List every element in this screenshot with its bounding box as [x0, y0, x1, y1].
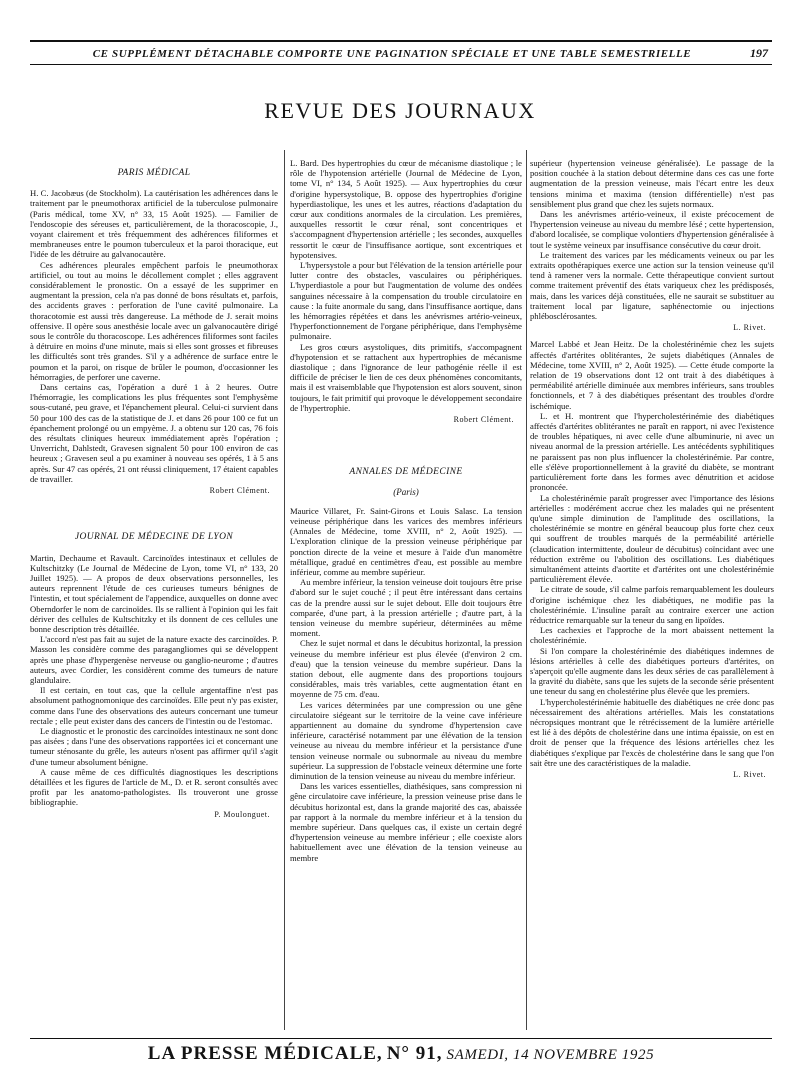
page-title: REVUE DES JOURNAUX: [264, 98, 536, 123]
column-divider: [284, 150, 285, 1030]
article-paragraph: Les gros cœurs asystoliques, dits primitifs, s'accompagnent d'hypotension et se rattachent aux hypertrophies de mécanisme diastolique ; dans l'ignorance de leur pathogénie réelle il est difficile de préciser le lien de ces deux phénomènes concomitants, mais il est vraisemblable que l'hypotension est alors souvent, sinon toujours, le fait primitif qui provoque le développement secondaire de l'hypertrophie.: [290, 341, 522, 413]
author-signature: P. Moulonguet.: [214, 809, 270, 819]
author-signature: L. Rivet.: [733, 769, 766, 779]
author-signature: Robert Clément.: [209, 486, 270, 496]
page-footer: [30, 1038, 772, 1065]
author-signature: L. Rivet.: [733, 323, 766, 333]
column-3: [530, 158, 774, 786]
article-paragraph: Il est certain, en tout cas, que la cellule argentaffine n'est pas absolument pathognomonique des carcinoïdes. Elle peut n'y pas exister, comme dans l'une des observations des auteurs concernant une tumeur rectale ; elle peut exister dans des cancers de l'intestin ou de l'estomac.: [30, 685, 278, 726]
article-paragraph: L'accord n'est pas fait au sujet de la nature exacte des carcinoïdes. P. Masson les considère comme des paragangliomes qui se développent après une phase d'hypergenèse nerveuse ou ganglio-neurome ; d'autres auteurs, avec Cordier, les considèrent comme des tumeurs de nature glandulaire.: [30, 634, 278, 685]
section-subheading: (Paris): [393, 487, 419, 498]
section-heading: JOURNAL DE MÉDECINE DE LYON: [74, 532, 234, 543]
article-paragraph: Chez le sujet normal et dans le décubitus horizontal, la pression veineuse du membre inférieur est plus élevée (d'environ 2 cm. d'eau) que la tension veineuse du membre supérieur. Dans la station debout, elle augmente dans des proportions toujours considérables, mais très variables, cette augmentation étant en moyenne de 75 cm. d'eau.: [290, 638, 522, 700]
article-paragraph: La cholestérinémie paraît progresser avec l'importance des lésions artérielles : modérément accrue chez les malades qui ne présentent qu'une simple diminution de l'amplitude des oscillations, la cholestérinémie se montre en général beaucoup plus forte chez ceux qui souffrent de troubles marqués de la perméabilité artérielle (claudication intermittente, douleur de décubitus) coïncidant avec une réduction extrême ou l'abolition des oscillations. Les diabétiques simultanément atteints d'aortite et d'artérites ont une cholestérinémie particulièrement élevée.: [530, 492, 774, 585]
issue-date: SAMEDI, 14 NOVEMBRE 1925: [446, 1047, 655, 1063]
column-1: [30, 158, 278, 826]
article-paragraph: Dans les anévrismes artério-veineux, il existe précocement de l'hypertension veineuse au niveau du membre lésé ; cette hypertension, d'abord localisée, se complique volontiers d'hypertension généralisée à tout le système veineux par insuffisance consécutive du cœur droit.: [530, 209, 775, 250]
article-paragraph: L'hypercholestérinémie habituelle des diabétiques ne crée donc pas nécessairement des altérations artérielles. Mais les constatations nécropsiques montrant que le rétrécissement de la lumière artérielle est lié à des dépôts de cholestérine dans une intima épaissie, on est en droit de penser que la fréquence des lésions artérielles chez les diabétiques s'explique par l'excès de cholestérine dans le sang que l'on sait être une des caractéristiques de la maladie.: [530, 696, 774, 768]
article-paragraph: Le diagnostic et le pronostic des carcinoïdes intestinaux ne sont donc pas aisées ; dans l'une des observations rapportées ici et concernant une tumeur sténosante du grêle, les auteurs n'osent pas affirmer qu'il s'agit d'une tumeur absolument bénigne.: [30, 725, 278, 767]
article-paragraph: Dans certains cas, l'opération a duré 1 à 2 heures. Outre l'hémorragie, les complications les plus fréquentes sont l'emphysème sous-cutané, peu grave, et l'épanchement pleural. Celui-ci survient dans 50 pour 100 des cas de la statistique de J. et dans 26 pour 100 ce fut un épanchement prolongé ou un empyème. J. a obtenu sur 120 cas, 76 fois des résultats cliniques heureux immédiatement après l'opération ; Unverricht, Dahlstedt, Gravesen signalent 50 pour 100 environ de cas heureux ; Gravesen seul a pu examiner à nouveau ses opérés, 1 à 5 ans après. Sur 47 cas opérés, 21 ont réussi cliniquement, 17 étaient capables de travailler.: [30, 382, 278, 484]
column-2: [290, 158, 522, 863]
article-paragraph: Dans les varices essentielles, diathésiques, sans compression ni gêne circulatoire cave inférieure, la pression veineuse prise dans le décubitus horizontal est, dans la grande majorité des cas, abaissée par rapport à la normale du membre inférieur et à la tension du membre supérieur. Dans quelques cas, il existe un certain degré d'hypertension veineuse au membre inférieur ; elle coexiste alors habituellement avec une élévation de la tension veineuse au membre: [290, 781, 522, 863]
article-paragraph: supérieur (hypertension veineuse généralisée). Le passage de la position couchée à la station debout détermine dans ces cas une forte augmentation de la pression veineuse, mais l'écart entre les deux tensions minima et maxima (tension différentielle) n'est pas sensiblement plus grand que chez les sujets normaux.: [530, 158, 774, 209]
article-paragraph: L'hypersystole a pour but l'élévation de la tension artérielle pour lutter contre des obstacles, vasculaires ou périphériques. L'hyperdiastole a pour but l'augmentation de volume des ondées sanguines nécessaire à la compensation du trouble circulatoire en cause : la fuite anormale du sang, dans l'insuffisance aortique, dans les hémorragies répétées et dans les anévrismes artério-veineux, l'hyperfonctionnement de l'organe périphérique, dans l'emphysème pulmonaire.: [290, 260, 522, 342]
header-rule-bottom: [30, 64, 772, 65]
section-heading: ANNALES DE MÉDECINE: [349, 467, 463, 478]
article-paragraph: Si l'on compare la cholestérinémie des diabétiques indemnes de lésions artérielles à celle des diabétiques porteurs d'artérites, on s'aperçoit qu'elle augmente dans les deux séries de cas parallèlement à la gravité du diabète, sans que les sujets de la seconde série présentent une teneur du sang en cholestérine plus élevée que les premiers.: [530, 645, 774, 697]
article-paragraph: L. et H. montrent que l'hypercholestérinémie des diabétiques affectés d'artérites oblitérantes ne paraît en rapport, ni avec l'existence de troubles hépatiques, ni avec celle d'une albuminurie, ni avec un niveau anormal de la pression artérielle. Les antécédents syphilitiques ne paraissent pas non plus influencer la cholestérinémie. Par contre, elle s'élève proportionnellement à la gravité du diabète, se montrant particulièrement forte dans les formes avec dénutrition et acidose prononcée.: [530, 410, 774, 493]
running-header: [30, 40, 772, 65]
author-signature: Robert Clément.: [453, 415, 514, 425]
article-paragraph: Les varices déterminées par une compression ou une gêne circulatoire siégeant sur le territoire de la veine cave inférieure appartiennent au domaine du syndrome d'hypertension cave inférieure, caractérisé notamment par une élévation de la tension veineuse au niveau du membre inférieur et la persistance d'une tension veineuse normale ou subnormale au niveau du membre supérieur. La suppression de l'obstacle veineux détermine une forte diminution de la tension veineuse au niveau du membre inférieur.: [290, 699, 522, 781]
article-paragraph: H. C. Jacobæus (de Stockholm). La cautérisation les adhérences dans le traitement par le pneumothorax artificiel de la tuberculose pulmonaire (Paris médical, tome XV, n° 33, 15 Août 1925). — Familier de l'endoscopie des séreuses et, particulièrement, de la thoracoscopie, J., voyant clairement et très fréquemment des adhérences filiformes et membraneuses entre le poumon tuberculeux et la paroi thoracique, eut l'idée de les détruire au galvanocautère.: [30, 188, 278, 260]
article-paragraph: Au membre inférieur, la tension veineuse doit toujours être prise d'abord sur le sujet couché ; il peut être intéressant dans certains cas de la prendre aussi sur le sujet debout. Elle doit toujours être comparée, d'une part, à la pression artérielle ; d'autre part, à la tension veineuse du membre supérieur, déterminées au même moment.: [290, 577, 522, 639]
journal-name: LA PRESSE MÉDICALE,: [147, 1043, 383, 1064]
article-paragraph: Maurice Villaret, Fr. Saint-Girons et Louis Salasc. La tension veineuse périphérique dans les varices des membres inférieurs (Annales de Médecine, tome XVIII, n° 2, Août 1925). — L'exploration clinique de la pression veineuse périphérique par ponction directe de la veine et mesure à l'aide d'un manomètre métallique, gradué en centimètres d'eau, est possible au membre inférieur, comme au membre supérieur.: [290, 505, 522, 577]
column-divider: [526, 150, 527, 1030]
issue-number: N° 91,: [386, 1043, 443, 1064]
article-paragraph: Les cachexies et l'approche de la mort abaissent nettement la cholestérinémie.: [530, 625, 774, 646]
article-paragraph: A cause même de ces difficultés diagnostiques les descriptions détaillées et les figures de l'article de M., D. et R. seront consultés avec profit par les anatomo-pathologistes. Ils trouveront une grosse bibliographie.: [30, 766, 278, 808]
article-paragraph: Marcel Labbé et Jean Heitz. De la cholestérinémie chez les sujets affectés d'artérites oblitérantes, 2e sujets diabétiques (Annales de Médecine, tome XVIII, n° 2, Août 1925). — Cette étude comporte la relation de 19 observations dont 12 ont trait à des diabétiques à perméabilité artérielle diminuée aux membres inférieurs, sans troubles fonctionnels, et 7 à des diabétiques présentant des troubles d'ordre ischémique.: [530, 339, 774, 411]
article-paragraph: Le citrate de soude, s'il calme parfois remarquablement les douleurs d'origine ischémique chez les diabétiques, ne modifie pas la cholestérinémie. L'insuline paraît au contraire exercer une action réductrice remarquable sur la teneur du sang en lipoïdes.: [530, 584, 774, 625]
article-paragraph: L. Bard. Des hypertrophies du cœur de mécanisme diastolique ; le rôle de l'hypotension artérielle (Journal de Médecine de Lyon, tome VI, n° 134, 5 Août 1925). — Aux hypertrophies du cœur d'origine hypersystolique, B. oppose des hypertrophies d'origine hyperdiastolique, les unes et les autres, réactions d'adaptation du cœur aux conditions anormales de la circulation. Les premières, auxquelles ressortit le cœur rénal, sont concentriques et s'accompagnent d'hypertension artérielle ; les secondes, auxquelles ressortit le cœur de l'insuffisance aortique, sont excentriques et hypotensives.: [290, 158, 522, 260]
header-banner: CE SUPPLÉMENT DÉTACHABLE COMPORTE UNE PAGINATION SPÉCIALE ET UNE TABLE SEMESTRIELLE: [92, 47, 692, 60]
page-number: 197: [750, 46, 768, 60]
section-heading: PARIS MÉDICAL: [117, 168, 191, 178]
article-paragraph: Martin, Dechaume et Ravault. Carcinoïdes intestinaux et cellules de Kultschitzky (Le Journal de Médecine de Lyon, tome VI, n° 133, 20 Juillet 1925). — A propos de deux observations personnelles, les auteurs reprennent l'étude de ces curieuses tumeurs bénignes de l'intestin, et tout spécialement de l'appendice, auxquelles on donne avec Oberndorfer le nom de carcinoïdes. Ils se rallient à l'opinion qui les fait dériver des cellules de Kultschitzky et ils donnent de ces cellules une bonne description très détaillée.: [30, 552, 278, 634]
article-paragraph: Le traitement des varices par les médicaments veineux ou par les extraits opothérapiques exerce une action sur la tension veineuse qu'il tend à ramener vers la normale. Cette thérapeutique convient surtout comme traitement préventif des états variqueux chez les prédisposés, mais, dans les varices déjà constituées, elle ne saurait se substituer au traitement local par ligature, saphénectomie ou injections phlébosclérosantes.: [530, 249, 774, 322]
article-paragraph: Ces adhérences pleurales empêchent parfois le pneumothorax artificiel, ou tout au moins le décollement complet ; elles aggravent considérablement le pronostic. On a essayé de les supprimer en augmentant la pression, cela n'a pas donné de bons résultats et, parfois, des accidents graves : perforation de l'une cavité pulmonaire. La thoracotomie est aussi très dangereuse. La méthode de J. serait moins offensive. Il opère sous anesthésie locale avec un galvanocautère dirigé sous le contrôle du thoracoscope. Les adhérences filiformes sont faciles à détruire en moins d'une minute, mais si elles sont grosses et fibreuses les difficultés sont très grandes. S'il y a adhérence de surface entre le poumon et la paroi, on risque de brûler le poumon, d'occasionner les hémorragies, de perforer une caverne.: [30, 259, 278, 382]
